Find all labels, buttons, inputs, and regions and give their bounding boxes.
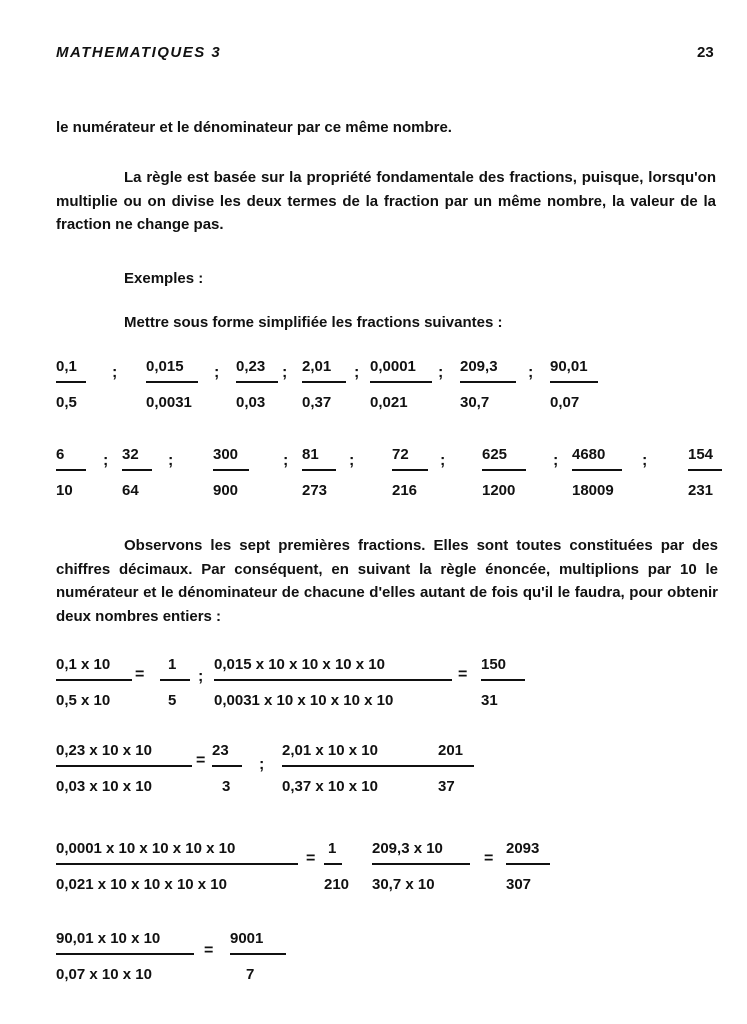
denominator: 0,0031 xyxy=(146,394,192,411)
fraction-bar xyxy=(236,381,278,383)
numerator: 154 xyxy=(688,446,714,463)
separator: ; xyxy=(349,452,355,469)
fraction-bar xyxy=(302,381,346,383)
equals-sign: = xyxy=(204,942,214,959)
numerator: 0,23 x 10 x 10 xyxy=(56,742,152,759)
separator: ; xyxy=(354,364,360,381)
numerator: 2,01 xyxy=(302,358,332,375)
fraction-bar xyxy=(214,679,452,681)
numerator: 72 xyxy=(392,446,409,463)
equals-sign: = xyxy=(306,850,316,867)
denominator: 0,021 x 10 x 10 x 10 x 10 xyxy=(56,876,227,893)
numerator: 4680 xyxy=(572,446,606,463)
denominator: 18009 xyxy=(572,482,614,499)
denominator: 0,021 xyxy=(370,394,408,411)
running-header-title: MATHEMATIQUES 3 xyxy=(56,44,222,61)
separator: ; xyxy=(553,452,559,469)
numerator: 6 xyxy=(56,446,65,463)
numerator: 1 xyxy=(328,840,337,857)
fraction-bar xyxy=(56,381,86,383)
numerator: 23 xyxy=(212,742,229,759)
paragraph-continuation: le numérateur et le dénominateur par ce même nombre. xyxy=(56,119,452,136)
fraction-bar xyxy=(460,381,516,383)
fraction-bar xyxy=(550,381,598,383)
denominator: 31 xyxy=(481,692,498,709)
denominator: 900 xyxy=(213,482,239,499)
denominator: 37 xyxy=(438,778,455,795)
numerator: 2,01 x 10 x 10 xyxy=(282,742,378,759)
fraction-bar xyxy=(213,469,249,471)
denominator: 3 xyxy=(222,778,231,795)
paragraph-observation: Observons les sept premières fractions. Elles sont toutes constituées par des chiffres décimaux. Par conséquent, en suivant la règle énoncée, multiplions par 10 le numérateur et le dénominateur de chacune d'elles autant de fois qu'il le faudra, pour obtenir deux nombres entiers : xyxy=(56,537,718,625)
fraction-bar xyxy=(56,953,194,955)
separator: ; xyxy=(168,452,174,469)
equals-sign: = xyxy=(196,752,206,769)
fraction-bar xyxy=(146,381,198,383)
numerator: 0,23 xyxy=(236,358,266,375)
denominator: 0,5 x 10 xyxy=(56,692,111,709)
denominator: 0,03 x 10 x 10 xyxy=(56,778,152,795)
separator: ; xyxy=(198,668,204,685)
denominator: 231 xyxy=(688,482,714,499)
denominator: 10 xyxy=(56,482,73,499)
denominator: 216 xyxy=(392,482,418,499)
separator: ; xyxy=(283,452,289,469)
denominator: 1200 xyxy=(482,482,516,499)
numerator: 0,0001 x 10 x 10 x 10 x 10 xyxy=(56,840,236,857)
denominator: 0,37 x 10 x 10 xyxy=(282,778,378,795)
fraction-bar xyxy=(572,469,622,471)
examples-heading: Exemples : xyxy=(124,270,204,287)
fraction-bar xyxy=(160,679,190,681)
denominator: 30,7 xyxy=(460,394,490,411)
separator: ; xyxy=(282,364,288,381)
numerator: 0,0001 xyxy=(370,358,416,375)
denominator: 0,37 xyxy=(302,394,332,411)
fraction-bar xyxy=(302,469,336,471)
numerator: 0,1 xyxy=(56,358,77,375)
fraction-bar xyxy=(56,469,86,471)
fraction-bar xyxy=(56,765,192,767)
numerator: 1 xyxy=(168,656,177,673)
fraction-bar xyxy=(324,863,342,865)
fraction-bar xyxy=(688,469,722,471)
separator: ; xyxy=(112,364,118,381)
denominator: 210 xyxy=(324,876,350,893)
denominator: 0,03 xyxy=(236,394,266,411)
fraction-bar xyxy=(56,679,132,681)
numerator: 0,015 xyxy=(146,358,184,375)
numerator: 90,01 xyxy=(550,358,588,375)
denominator: 7 xyxy=(246,966,255,983)
separator: ; xyxy=(440,452,446,469)
numerator: 81 xyxy=(302,446,319,463)
denominator: 5 xyxy=(168,692,177,709)
denominator: 0,0031 x 10 x 10 x 10 x 10 xyxy=(214,692,394,709)
numerator: 300 xyxy=(213,446,239,463)
fraction-bar xyxy=(56,863,298,865)
numerator: 32 xyxy=(122,446,139,463)
denominator: 0,5 xyxy=(56,394,77,411)
denominator: 30,7 x 10 xyxy=(372,876,435,893)
page-number: 23 xyxy=(697,44,714,61)
numerator: 9001 xyxy=(230,930,264,947)
fraction-bar xyxy=(122,469,152,471)
separator: ; xyxy=(438,364,444,381)
denominator: 0,07 x 10 x 10 xyxy=(56,966,152,983)
numerator: 2093 xyxy=(506,840,540,857)
separator: ; xyxy=(103,452,109,469)
numerator: 150 xyxy=(481,656,507,673)
exercise-instruction: Mettre sous forme simplifiée les fractions suivantes : xyxy=(124,314,503,331)
fraction-bar xyxy=(372,863,470,865)
fraction-bar xyxy=(282,765,474,767)
separator: ; xyxy=(528,364,534,381)
denominator: 64 xyxy=(122,482,139,499)
denominator: 0,07 xyxy=(550,394,580,411)
numerator: 90,01 x 10 x 10 xyxy=(56,930,161,947)
fraction-bar xyxy=(230,953,286,955)
separator: ; xyxy=(642,452,648,469)
numerator: 0,015 x 10 x 10 x 10 x 10 xyxy=(214,656,385,673)
fraction-bar xyxy=(481,679,525,681)
equals-sign: = xyxy=(135,666,145,683)
denominator: 307 xyxy=(506,876,532,893)
fraction-bar xyxy=(506,863,550,865)
separator: ; xyxy=(259,756,265,773)
fraction-bar xyxy=(482,469,526,471)
equals-sign: = xyxy=(484,850,494,867)
numerator: 209,3 x 10 xyxy=(372,840,443,857)
fraction-bar xyxy=(370,381,432,383)
separator: ; xyxy=(214,364,220,381)
equals-sign: = xyxy=(458,666,468,683)
numerator: 625 xyxy=(482,446,508,463)
numerator: 0,1 x 10 xyxy=(56,656,111,673)
fraction-bar xyxy=(212,765,242,767)
numerator: 209,3 xyxy=(460,358,498,375)
paragraph-rule: La règle est basée sur la propriété fondamentale des fractions, puisque, lorsqu'on multiplie ou on divise les deux termes de la fraction par un même nombre, la valeur de la fraction ne change pas. xyxy=(56,169,716,233)
fraction-bar xyxy=(392,469,428,471)
numerator: 201 xyxy=(438,742,464,759)
denominator: 273 xyxy=(302,482,328,499)
